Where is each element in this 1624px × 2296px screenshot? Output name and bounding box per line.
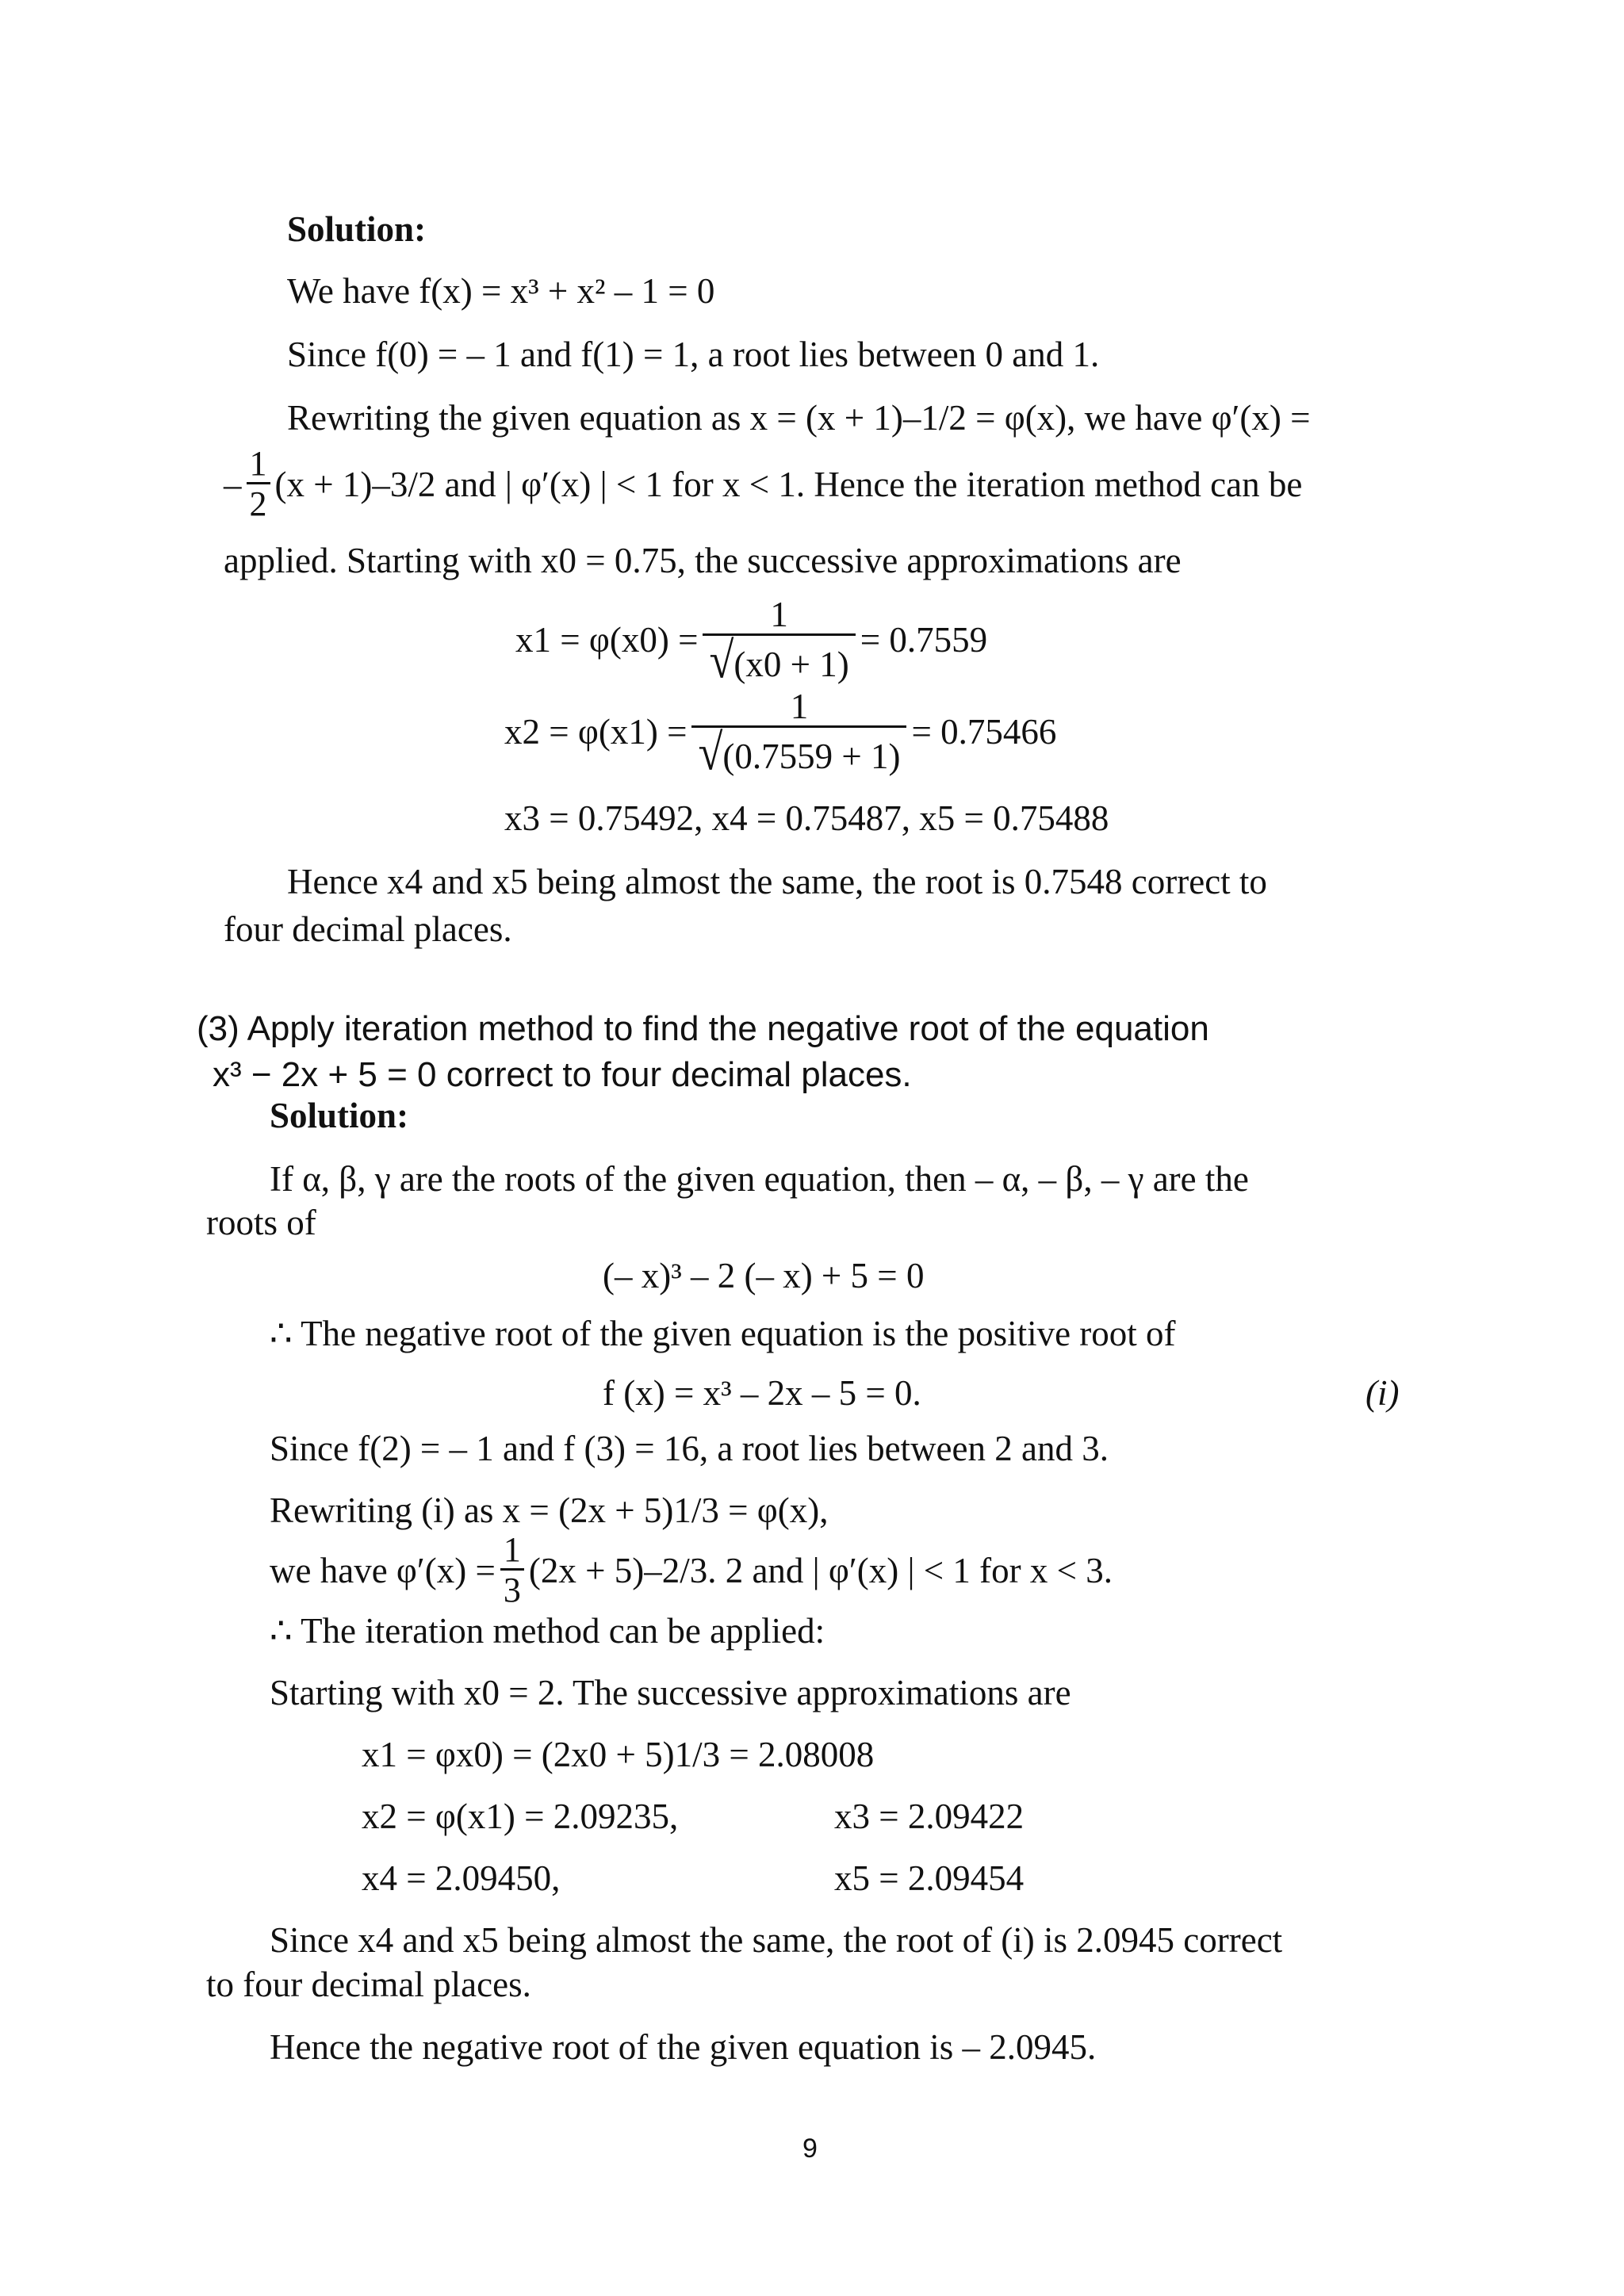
conclusion-line: four decimal places. xyxy=(224,909,512,949)
equation-lhs: x1 = φ(x0) = xyxy=(515,620,699,660)
equation-line: We have f(x) = x³ + x² – 1 = 0 xyxy=(287,271,715,311)
text-line-with-fraction xyxy=(270,1532,1113,1609)
text-line: Rewriting (i) as x = (2x + 5)1/3 = φ(x), xyxy=(270,1490,829,1530)
radicand: (0.7559 + 1) xyxy=(722,737,901,777)
text-line: Since f(2) = – 1 and f (3) = 16, a root lies between 2 and 3. xyxy=(270,1429,1109,1468)
fraction-one-third xyxy=(500,1532,524,1609)
fraction-numerator: 1 xyxy=(249,444,267,483)
iteration-equation: x1 = φx0) = (2x0 + 5)1/3 = 2.08008 xyxy=(362,1735,875,1774)
radicand: (x0 + 1) xyxy=(733,645,849,685)
fraction xyxy=(691,687,906,782)
fraction-numerator: 1 xyxy=(770,595,788,634)
iteration-equation-2 xyxy=(504,687,1057,782)
text-line: If α, β, γ are the roots of the given equation, then – α, – β, – γ are the xyxy=(270,1159,1249,1199)
iteration-equation: x4 = 2.09450, xyxy=(362,1858,561,1898)
text-line: roots of xyxy=(206,1203,316,1242)
final-answer: Hence the negative root of the given equation is – 2.0945. xyxy=(270,2027,1097,2067)
sqrt-denominator xyxy=(703,633,855,690)
solution-heading-1: Solution: xyxy=(287,209,427,249)
sqrt-icon: √ xyxy=(698,725,723,782)
iteration-equation: x3 = 2.09422 xyxy=(834,1797,1025,1836)
text-segment: we have φ′(x) = xyxy=(270,1550,496,1590)
equation-rhs: = 0.7559 xyxy=(860,620,988,660)
text-line: applied. Starting with x0 = 0.75, the successive approximations are xyxy=(224,541,1182,580)
fraction xyxy=(703,595,855,690)
text-line: ∴ The iteration method can be applied: xyxy=(270,1611,825,1651)
fraction-denominator: 3 xyxy=(500,1568,524,1609)
conclusion-line: Since x4 and x5 being almost the same, the root of (i) is 2.0945 correct xyxy=(270,1920,1283,1960)
iteration-results: x3 = 0.75492, x4 = 0.75487, x5 = 0.75488 xyxy=(504,798,1109,838)
fraction-one-half xyxy=(247,446,270,522)
fraction-numerator: 1 xyxy=(503,1530,521,1569)
sqrt-denominator xyxy=(691,725,906,782)
fraction-numerator: 1 xyxy=(790,687,809,726)
equation-rhs: = 0.75466 xyxy=(911,712,1057,752)
equation-line: f (x) = x³ – 2x – 5 = 0. xyxy=(603,1373,921,1413)
text-line: Starting with x0 = 2. The successive approximations are xyxy=(270,1673,1071,1712)
text-segment: (x + 1)–3/2 and | φ′(x) | < 1 for x < 1. Hence the iteration method can be xyxy=(274,464,1303,504)
fraction-denominator: 2 xyxy=(247,482,270,522)
minus-sign: – xyxy=(224,464,242,504)
text-segment: (2x + 5)–2/3. 2 and | φ′(x) | < 1 for x < 3. xyxy=(528,1550,1113,1590)
solution-heading-2: Solution: xyxy=(270,1096,409,1135)
equation-label: (i) xyxy=(1365,1373,1400,1413)
sqrt-icon: √ xyxy=(709,633,734,690)
iteration-equation: x2 = φ(x1) = 2.09235, xyxy=(362,1797,679,1836)
equation-line: (– x)³ – 2 (– x) + 5 = 0 xyxy=(603,1256,925,1295)
conclusion-line: Hence x4 and x5 being almost the same, the root is 0.7548 correct to xyxy=(287,862,1267,901)
text-line: ∴ The negative root of the given equation is the positive root of xyxy=(270,1314,1176,1353)
text-line: Since f(0) = – 1 and f(1) = 1, a root lies between 0 and 1. xyxy=(287,335,1100,374)
iteration-equation-1 xyxy=(515,595,988,690)
problem-statement: (3) Apply iteration method to find the negative root of the equation xyxy=(197,1009,1209,1048)
text-line: Rewriting the given equation as x = (x + 1)–1/2 = φ(x), we have φ′(x) = xyxy=(287,398,1311,438)
equation-lhs: x2 = φ(x1) = xyxy=(504,712,688,752)
text-line-with-fraction xyxy=(224,446,1302,522)
iteration-equation: x5 = 2.09454 xyxy=(834,1858,1025,1898)
problem-statement: x³ − 2x + 5 = 0 correct to four decimal places. xyxy=(213,1055,912,1094)
conclusion-line: to four decimal places. xyxy=(206,1965,531,2004)
page-number: 9 xyxy=(802,2133,818,2164)
